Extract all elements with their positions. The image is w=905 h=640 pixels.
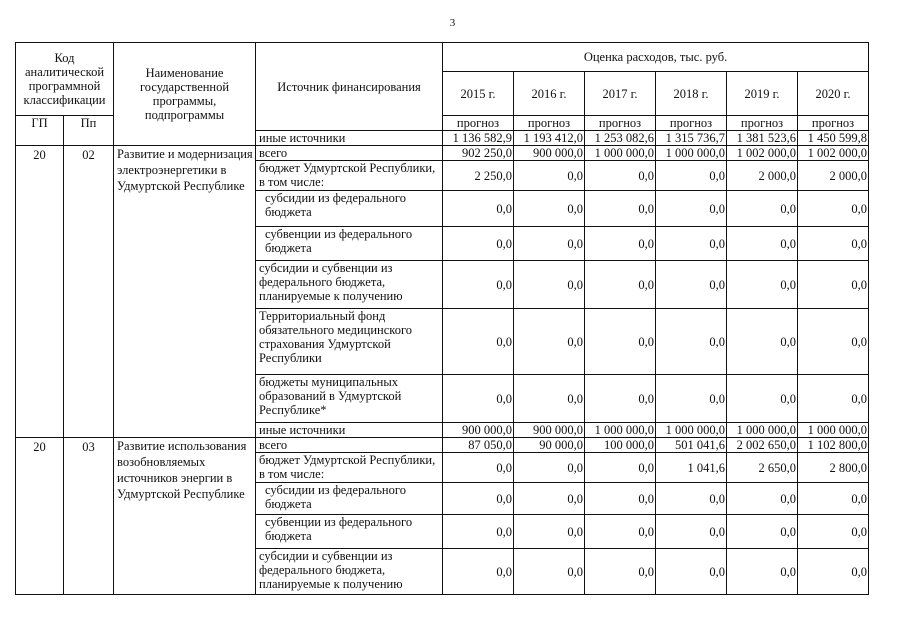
value-cell: 0,0 bbox=[798, 261, 869, 309]
source-cell: субвенции из федерального бюджета bbox=[256, 227, 443, 261]
value-cell: 900 000,0 bbox=[514, 146, 585, 161]
value-cell: 0,0 bbox=[514, 375, 585, 423]
value-cell: 0,0 bbox=[514, 515, 585, 549]
source-cell: иные источники bbox=[256, 131, 443, 146]
pp-code: 02 bbox=[64, 146, 114, 438]
value-cell: 0,0 bbox=[727, 191, 798, 227]
source-cell: субсидии и субвенции из федерального бюджета, планируемые к получению bbox=[256, 261, 443, 309]
source-cell: субсидии и субвенции из федерального бюджета, планируемые к получению bbox=[256, 549, 443, 595]
value-cell: 1 000 000,0 bbox=[585, 423, 656, 438]
source-cell: всего bbox=[256, 146, 443, 161]
value-cell: 0,0 bbox=[585, 309, 656, 375]
page-number: 3 bbox=[449, 17, 456, 29]
value-cell: 0,0 bbox=[727, 515, 798, 549]
value-cell: 2 002 650,0 bbox=[727, 438, 798, 453]
value-cell: 0,0 bbox=[585, 261, 656, 309]
value-cell: 0,0 bbox=[585, 375, 656, 423]
source-cell: иные источники bbox=[256, 423, 443, 438]
value-cell: 0,0 bbox=[514, 161, 585, 191]
year-header: 2017 г. bbox=[585, 72, 656, 116]
expense-table bbox=[15, 42, 869, 595]
value-cell: 0,0 bbox=[443, 483, 514, 515]
value-cell: 1 000 000,0 bbox=[656, 423, 727, 438]
value-cell: 0,0 bbox=[727, 549, 798, 595]
value-cell: 100 000,0 bbox=[585, 438, 656, 453]
value-cell: 0,0 bbox=[585, 549, 656, 595]
value-cell: 1 315 736,7 bbox=[656, 131, 727, 146]
value-cell: 1 002 000,0 bbox=[727, 146, 798, 161]
year-header: 2019 г. bbox=[727, 72, 798, 116]
value-cell: 1 000 000,0 bbox=[727, 423, 798, 438]
value-cell: 0,0 bbox=[798, 191, 869, 227]
value-cell: 0,0 bbox=[514, 483, 585, 515]
value-cell: 0,0 bbox=[514, 191, 585, 227]
value-cell: 0,0 bbox=[443, 261, 514, 309]
value-cell: 1 000 000,0 bbox=[798, 423, 869, 438]
value-cell: 0,0 bbox=[514, 309, 585, 375]
value-cell: 1 381 523,6 bbox=[727, 131, 798, 146]
year-header: 2016 г. bbox=[514, 72, 585, 116]
value-cell: 0,0 bbox=[443, 453, 514, 483]
code-group-header: Код аналитической программной классификации bbox=[16, 43, 114, 116]
value-cell: 0,0 bbox=[798, 549, 869, 595]
value-cell: 900 000,0 bbox=[443, 423, 514, 438]
value-cell: 0,0 bbox=[585, 515, 656, 549]
value-cell: 0,0 bbox=[514, 227, 585, 261]
value-cell: 0,0 bbox=[656, 191, 727, 227]
source-header: Источник финансирования bbox=[256, 43, 443, 131]
value-cell: 0,0 bbox=[727, 261, 798, 309]
value-cell: 0,0 bbox=[443, 309, 514, 375]
value-cell: 0,0 bbox=[656, 515, 727, 549]
value-cell: 0,0 bbox=[443, 515, 514, 549]
value-cell: 2 000,0 bbox=[798, 161, 869, 191]
year-header: 2015 г. bbox=[443, 72, 514, 116]
value-cell: 0,0 bbox=[443, 375, 514, 423]
value-cell: 0,0 bbox=[727, 483, 798, 515]
value-cell: 1 000 000,0 bbox=[656, 146, 727, 161]
forecast-label: прогноз bbox=[443, 116, 514, 131]
value-cell: 2 800,0 bbox=[798, 453, 869, 483]
source-cell: Территориальный фонд обязательного медицинского страхования Удмуртской Республики bbox=[256, 309, 443, 375]
source-cell: бюджет Удмуртской Республики, в том числе: bbox=[256, 161, 443, 191]
value-cell: 0,0 bbox=[656, 375, 727, 423]
value-cell: 0,0 bbox=[656, 261, 727, 309]
estimate-header: Оценка расходов, тыс. руб. bbox=[443, 43, 869, 72]
value-cell: 1 002 000,0 bbox=[798, 146, 869, 161]
value-cell: 0,0 bbox=[727, 375, 798, 423]
value-cell: 1 136 582,9 bbox=[443, 131, 514, 146]
value-cell: 90 000,0 bbox=[514, 438, 585, 453]
value-cell: 0,0 bbox=[727, 227, 798, 261]
value-cell: 0,0 bbox=[727, 309, 798, 375]
value-cell: 0,0 bbox=[798, 483, 869, 515]
value-cell: 2 650,0 bbox=[727, 453, 798, 483]
value-cell: 1 450 599,8 bbox=[798, 131, 869, 146]
value-cell: 0,0 bbox=[585, 453, 656, 483]
program-name-header: Наименование государственной программы, подпрограммы bbox=[114, 43, 256, 146]
table-row bbox=[16, 146, 869, 161]
forecast-label: прогноз bbox=[585, 116, 656, 131]
value-cell: 1 000 000,0 bbox=[585, 146, 656, 161]
value-cell: 0,0 bbox=[798, 227, 869, 261]
value-cell: 0,0 bbox=[798, 309, 869, 375]
value-cell: 0,0 bbox=[443, 549, 514, 595]
value-cell: 0,0 bbox=[585, 191, 656, 227]
value-cell: 1 041,6 bbox=[656, 453, 727, 483]
value-cell: 1 102 800,0 bbox=[798, 438, 869, 453]
value-cell: 0,0 bbox=[514, 549, 585, 595]
pp-code: 03 bbox=[64, 438, 114, 595]
value-cell: 900 000,0 bbox=[514, 423, 585, 438]
source-cell: субсидии из федерального бюджета bbox=[256, 191, 443, 227]
value-cell: 902 250,0 bbox=[443, 146, 514, 161]
value-cell: 2 000,0 bbox=[727, 161, 798, 191]
value-cell: 0,0 bbox=[656, 309, 727, 375]
forecast-label: прогноз bbox=[798, 116, 869, 131]
gp-code: 20 bbox=[16, 438, 64, 595]
value-cell: 0,0 bbox=[514, 453, 585, 483]
value-cell: 0,0 bbox=[656, 161, 727, 191]
source-cell: бюджеты муниципальных образований в Удмуртской Республике* bbox=[256, 375, 443, 423]
forecast-label: прогноз bbox=[656, 116, 727, 131]
gp-code: 20 bbox=[16, 146, 64, 438]
value-cell: 0,0 bbox=[656, 227, 727, 261]
table-row bbox=[16, 438, 869, 453]
value-cell: 0,0 bbox=[443, 227, 514, 261]
forecast-label: прогноз bbox=[727, 116, 798, 131]
year-header: 2020 г. bbox=[798, 72, 869, 116]
value-cell: 0,0 bbox=[443, 191, 514, 227]
year-header: 2018 г. bbox=[656, 72, 727, 116]
source-cell: всего bbox=[256, 438, 443, 453]
value-cell: 0,0 bbox=[514, 261, 585, 309]
value-cell: 1 193 412,0 bbox=[514, 131, 585, 146]
value-cell: 0,0 bbox=[585, 483, 656, 515]
value-cell: 0,0 bbox=[656, 549, 727, 595]
pp-header: Пп bbox=[64, 116, 114, 146]
value-cell: 2 250,0 bbox=[443, 161, 514, 191]
source-cell: бюджет Удмуртской Республики, в том числе: bbox=[256, 453, 443, 483]
value-cell: 0,0 bbox=[585, 161, 656, 191]
value-cell: 0,0 bbox=[656, 483, 727, 515]
gp-header: ГП bbox=[16, 116, 64, 146]
value-cell: 1 253 082,6 bbox=[585, 131, 656, 146]
value-cell: 0,0 bbox=[798, 375, 869, 423]
source-cell: субвенции из федерального бюджета bbox=[256, 515, 443, 549]
program-name: Развитие и модернизация электроэнергетики в Удмуртской Республике bbox=[114, 146, 256, 438]
program-name: Развитие использования возобновляемых источников энергии в Удмуртской Республике bbox=[114, 438, 256, 595]
value-cell: 87 050,0 bbox=[443, 438, 514, 453]
value-cell: 0,0 bbox=[585, 227, 656, 261]
source-cell: субсидии из федерального бюджета bbox=[256, 483, 443, 515]
forecast-label: прогноз bbox=[514, 116, 585, 131]
value-cell: 0,0 bbox=[798, 515, 869, 549]
value-cell: 501 041,6 bbox=[656, 438, 727, 453]
